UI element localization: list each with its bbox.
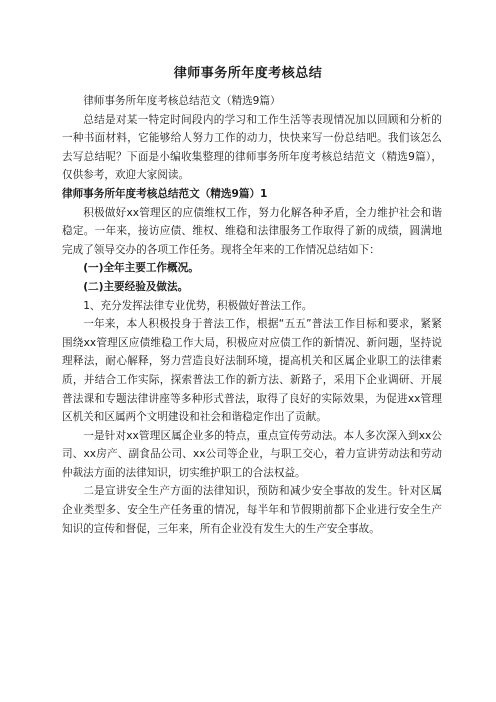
- document-body: [62, 92, 442, 538]
- intro-paragraph: 总结是对某一特定时间段内的学习和工作生活等表现情况加以回顾和分析的一种书面材料，它能够给人努力工作的动力，快快来写一份总结吧。我们该怎么去写总结呢？下面是小编收集整理的律师事务所年度考核总结范文（精选9篇），仅供参考，欢迎大家阅读。: [62, 113, 442, 182]
- subtitle-paragraph: 律师事务所年度考核总结范文（精选9篇）: [83, 95, 281, 107]
- body-paragraph: 积极做好xx管理区的应债维权工作，努力化解各种矛盾，全力维护社会和谐稳定。一年来，接访应债、维权、维稳和法律服务工作取得了新的成绩，圆满地完成了领导交办的各项工作任务。现将全年来的工作情况总结如下：: [62, 206, 442, 256]
- body-paragraph: 一年来，本人积极投身于普法工作，根据“五五”普法工作目标和要求，紧紧围绕xx管理区应债维稳工作大局，积极应对应债工作的新情况、新问题，坚持说理释法，耐心解释，努力营造良好法制环境，提高机关和区属企业职工的法律素质，并结合工作实际，探索普法工作的新方法、新路子，采用下企业调研、开展普法课和专题法律讲座等多种形式普法，取得了良好的实际效果，为促进xx管理区机关和区属两个文明建设和社会和谐稳定作出了贡献。: [62, 318, 442, 424]
- list-item-heading: 1、充分发挥法律专业优势，积极做好普法工作。: [83, 299, 313, 312]
- subheading-experience: (二)主要经验及做法。: [83, 280, 189, 293]
- body-paragraph: 一是针对xx管理区属企业多的特点，重点宣传劳动法。本人多次深入到xx公司、xx房产、副食品公司、xx公司等企业，与职工交心，着力宣讲劳动法和劳动仲裁法方面的法律知识，切实维护职工的合法权益。: [62, 429, 442, 479]
- section-heading: 律师事务所年度考核总结范文（精选9篇）1: [62, 187, 268, 200]
- body-paragraph: 二是宣讲安全生产方面的法律知识，预防和减少安全事故的发生。针对区属企业类型多、安全生产任务重的情况，每半年和节假期前都下企业进行安全生产知识的宣传和督促，三年来，所有企业没有发生大的生产安全事故。: [62, 485, 442, 535]
- subheading-overview: (一)全年主要工作概况。: [83, 262, 199, 275]
- document-title: 律师事务所年度考核总结: [173, 66, 323, 81]
